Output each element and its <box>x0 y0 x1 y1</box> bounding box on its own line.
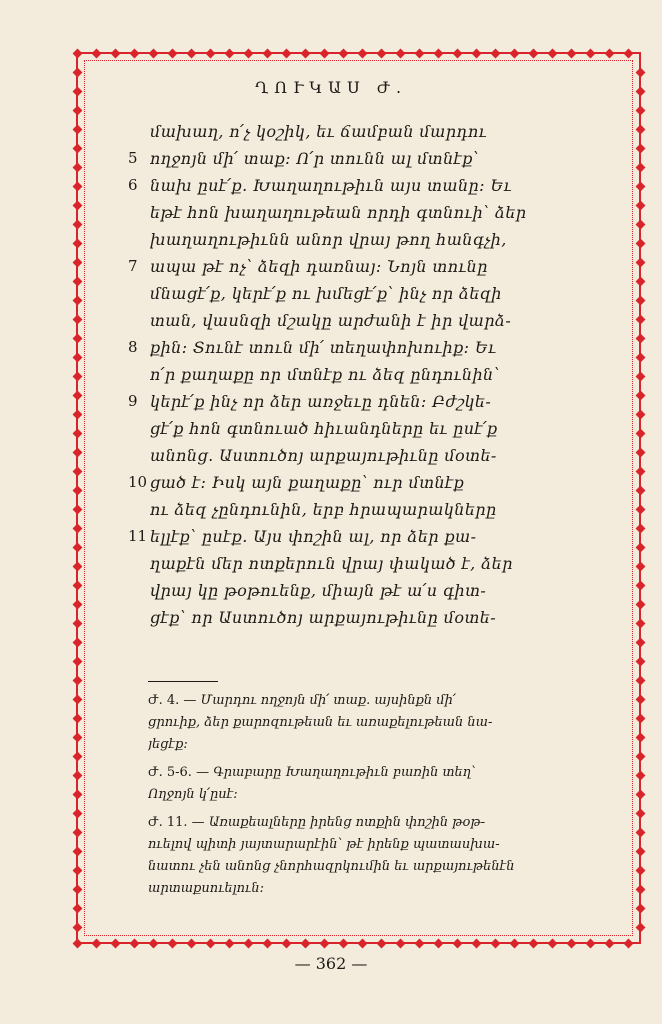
footnote-line: ուելով պիտի յայտարարէին՝ թէ իրենք պատասխա- <box>148 837 500 852</box>
footnote-text: Գրաբարը Խաղաղութիւն բառին տեղ՝ <box>213 765 476 780</box>
text-line: քին։ Տունէ տուն մի՛ տեղափոխուիք։ Եւ <box>150 338 497 357</box>
footnote-text: Մարդու ողջոյն մի՛ տաք. այսինքն մի՛ <box>200 693 456 708</box>
text-line: ելլէք՝ ըսէք. Այս փոշին ալ, որ ձեր քա- <box>150 527 477 546</box>
footnote-line: յեցէք։ <box>148 737 188 752</box>
text-line: կերէ՛ք ինչ որ ձեր առջեւը դնեն։ Բժշկե- <box>150 392 492 411</box>
text-line: ապա թէ ոչ՝ ձեզի դառնայ։ Նոյն տունը <box>150 257 488 276</box>
text-line: ողջոյն մի՛ տաք։ Ո՛ր տունն ալ մտնէք՝ <box>150 149 480 168</box>
verse-number: 9 <box>128 392 138 410</box>
footnote-line: արտաքսուելուն։ <box>148 881 265 896</box>
verse-number: 10 <box>128 473 148 491</box>
footnote-ref: Ժ. 5-6. — <box>148 765 214 780</box>
verse-number: 7 <box>128 257 138 275</box>
text-line: ցէ՛ք հոն գտնուած հիւանդները եւ ըսէ՛ք <box>150 419 498 438</box>
text-line: մնացէ՛ք, կերէ՛ք ու խմեցէ՛ք՝ ինչ որ ձեզի <box>150 284 502 303</box>
chapter-heading: ՂՈՒԿԱՍ Ժ. <box>254 78 408 97</box>
footnote <box>148 812 618 834</box>
footnote-text: Առաքեալները իրենց ոտքին փոշին թօթ- <box>208 815 486 830</box>
text-line: ցէք՝ որ Աստուծոյ արքայութիւնը մօտե- <box>150 608 497 627</box>
footnote <box>148 762 618 784</box>
footnotes <box>148 690 618 900</box>
page-number: — 362 — <box>294 954 368 973</box>
text-line: ղաքէն մեր ոտքերուն վրայ փակած է, ձեր <box>150 554 513 573</box>
text-line: տան, վասնզի մշակը արժանի է իր վարձ- <box>150 311 512 330</box>
verse-number: 6 <box>128 176 138 194</box>
text-line: վրայ կը թօթուենք, միայն թէ ա՛ս գիտ- <box>150 581 487 600</box>
footnote-ref: Ժ. 11. — <box>148 815 209 830</box>
text-line: մախաղ, ո՛չ կօշիկ, եւ ճամբան մարդու <box>150 122 487 141</box>
verse-number: 8 <box>128 338 138 356</box>
text-line: ու ձեզ չընդունին, երբ հրապարակները <box>150 500 497 519</box>
footnote-line: նատու չեն անոնց չնորհազրկումին եւ արքայութենէն <box>148 859 515 874</box>
footnote-line: ցրուիք, ձեր քարոզութեան եւ առաքելութեան նա- <box>148 715 493 730</box>
footnote-divider <box>148 681 218 682</box>
footnote <box>148 690 618 712</box>
text-line: ո՛ր քաղաքը որ մտնէք ու ձեզ ընդունին՝ <box>150 365 500 384</box>
text-line: նախ ըսէ՛ք. Խաղաղութիւն այս տանը։ Եւ <box>150 176 512 195</box>
footnote-line: Ողջոյն կ՛ըսէ։ <box>148 787 238 802</box>
verse-number: 11 <box>128 527 148 545</box>
text-line: անոնց. Աստուծոյ արքայութիւնը մօտե- <box>150 446 497 465</box>
scripture-text <box>150 118 620 631</box>
text-line: խաղաղութիւնն անոր վրայ թող հանգչի, <box>150 230 507 249</box>
text-line: եթէ հոն խաղաղութեան որդի գտնուի՝ ձեր <box>150 203 527 222</box>
text-line: ցած է։ Իսկ այն քաղաքը՝ ուր մտնէք <box>150 473 465 492</box>
verse-number: 5 <box>128 149 138 167</box>
footnote-ref: Ժ. 4. — <box>148 693 201 708</box>
